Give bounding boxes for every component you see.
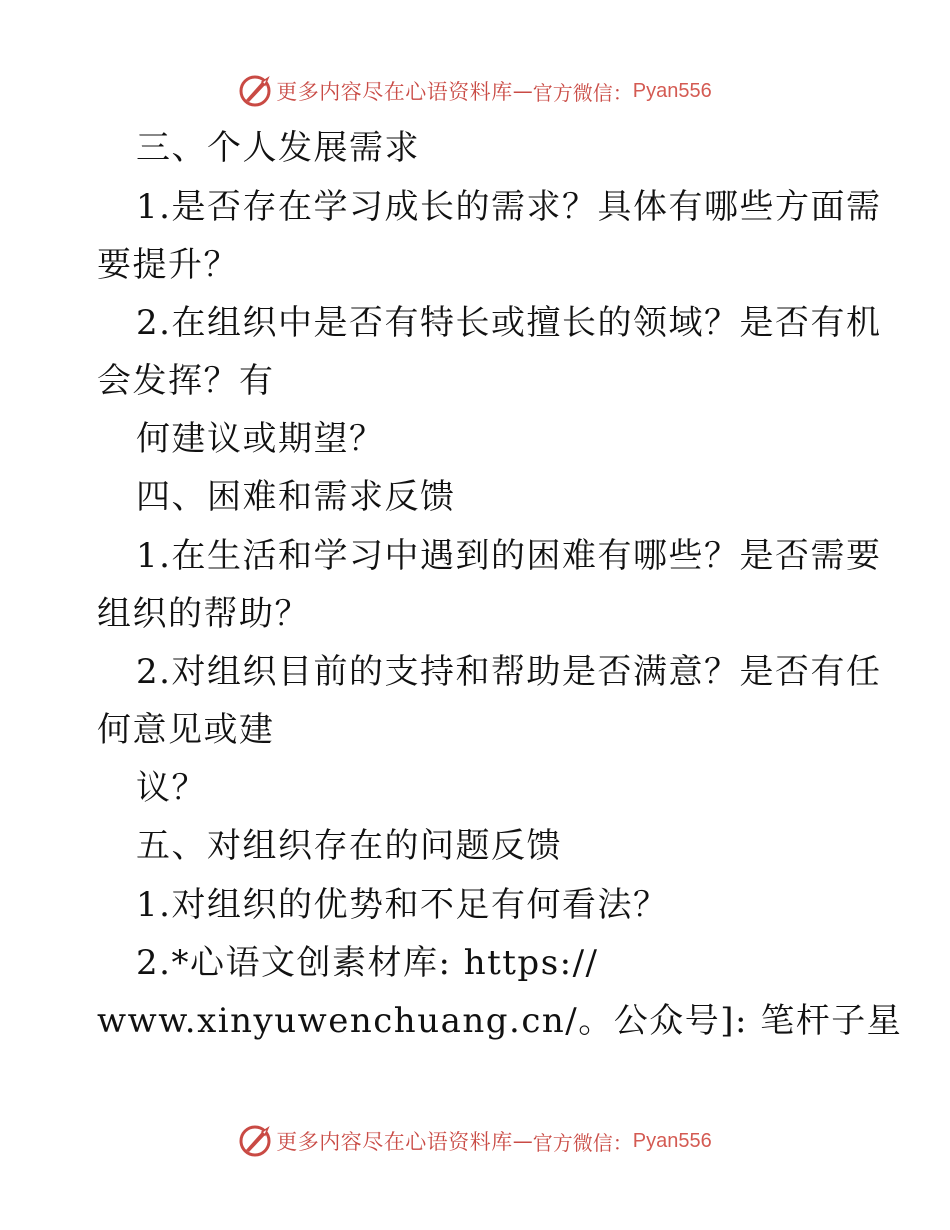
body-line: www.xinyuwenchuang.cn/。公众号]: 笔杆子星 [97,1001,903,1041]
body-line: 1.是否存在学习成长的需求？具体有哪些方面需 [136,187,882,227]
body-line: 2.对组织目前的支持和帮助是否满意？是否有任 [136,652,882,692]
body-line: 何意见或建 [97,710,275,750]
header-banner [0,71,950,111]
body-line: 会发挥？有 [97,361,275,401]
body-line: 1.在生活和学习中遇到的困难有哪些？是否需要 [136,536,882,576]
footer-banner-separator: — [512,1129,533,1153]
body-line: 2.在组织中是否有特长或擅长的领域？是否有机 [136,303,882,343]
header-wechat-id: Pyan556 [632,79,712,102]
body-line: 要提升？ [97,245,239,285]
footer-banner [0,1121,950,1161]
body-line: 2.*心语文创素材库: https:// [136,943,599,983]
footer-wechat-id: Pyan556 [632,1129,712,1152]
quill-logo-icon [238,74,272,108]
body-line: 何建议或期望？ [136,419,385,459]
header-banner-separator: — [512,79,533,103]
body-line: 1.对组织的优势和不足有何看法？ [136,885,669,925]
footer-banner-text: 更多内容尽在心语资料库 [276,1130,513,1154]
section-heading-3: 三、个人发展需求 [136,128,420,168]
quill-logo-icon [238,1124,272,1158]
section-heading-4: 四、困难和需求反馈 [136,477,456,517]
body-line: 组织的帮助？ [97,594,310,634]
header-wechat-label: 官方微信： [532,80,633,105]
section-heading-5: 五、对组织存在的问题反馈 [136,826,562,866]
header-banner-text: 更多内容尽在心语资料库 [276,80,513,104]
body-line: 议？ [136,768,207,808]
footer-wechat-label: 官方微信： [532,1130,633,1155]
